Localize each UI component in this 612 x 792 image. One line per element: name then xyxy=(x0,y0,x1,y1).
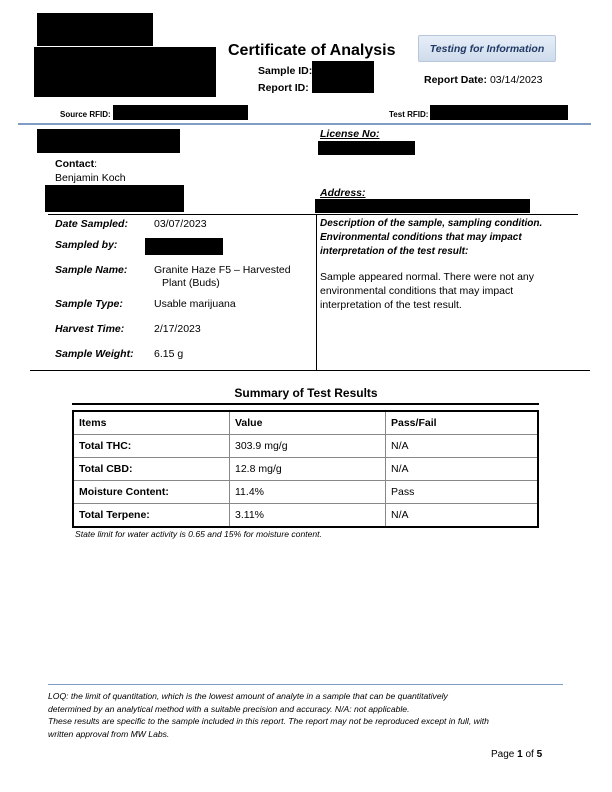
row-pass-fail: N/A xyxy=(386,458,539,481)
row-item: Total Terpene: xyxy=(73,504,230,528)
report-id-label: Report ID: xyxy=(258,82,309,94)
address-label: Address: xyxy=(320,187,366,199)
sample-name-value: Granite Haze F5 – Harvested Plant (Buds) xyxy=(154,264,291,289)
row-value: 12.8 mg/g xyxy=(230,458,386,481)
page-title: Certificate of Analysis xyxy=(228,42,396,59)
description-body: Sample appeared normal. There were not any environmental conditions that may impact interpretation of the test result. xyxy=(320,271,535,311)
column-header-pass-fail: Pass/Fail xyxy=(386,411,539,435)
test-rfid-label: Test RFID: xyxy=(389,110,429,119)
testing-badge: Testing for Information xyxy=(418,35,556,62)
redacted-test-rfid xyxy=(430,105,568,120)
sampled-by-label: Sampled by: xyxy=(55,239,118,251)
row-pass-fail: N/A xyxy=(386,504,539,528)
redacted-lab-info xyxy=(34,47,216,97)
sample-type-label: Sample Type: xyxy=(55,298,123,310)
row-item: Moisture Content: xyxy=(73,481,230,504)
source-rfid-label: Source RFID: xyxy=(60,110,111,119)
row-value: 303.9 mg/g xyxy=(230,435,386,458)
redacted-sample-id xyxy=(312,61,374,93)
footer-notes: LOQ: the limit of quantitation, which is the lowest amount of analyte in a sample that can be quantitatively determined by an analytical method with a suitable precision and accuracy. N/A: not applicable. These results are specific to the sample included in this report. The report may not be reproduced except in full, with written approval from MW Labs. xyxy=(48,691,489,739)
header-divider xyxy=(18,123,591,125)
redacted-client-address xyxy=(45,185,184,212)
summary-title-rule xyxy=(72,403,539,405)
sample-weight-label: Sample Weight: xyxy=(55,348,134,360)
table-row xyxy=(73,504,538,528)
redacted-source-rfid xyxy=(113,105,248,120)
summary-title: Summary of Test Results xyxy=(234,386,378,400)
column-header-value: Value xyxy=(230,411,386,435)
report-date: Report Date: 03/14/2023 xyxy=(424,74,543,86)
row-item: Total CBD: xyxy=(73,458,230,481)
row-value: 3.11% xyxy=(230,504,386,528)
table-row xyxy=(73,481,538,504)
row-item: Total THC: xyxy=(73,435,230,458)
contact-name: Benjamin Koch xyxy=(55,172,126,184)
sample-type-value: Usable marijuana xyxy=(154,298,236,310)
row-pass-fail: N/A xyxy=(386,435,539,458)
sample-name-label: Sample Name: xyxy=(55,264,128,276)
harvest-time-label: Harvest Time: xyxy=(55,323,125,335)
column-divider xyxy=(316,214,317,370)
column-header-items: Items xyxy=(73,411,230,435)
redacted-license xyxy=(318,141,415,155)
redacted-logo xyxy=(37,13,153,46)
footer-divider xyxy=(48,684,563,685)
table-header-row xyxy=(73,411,538,435)
row-value: 11.4% xyxy=(230,481,386,504)
license-label: License No: xyxy=(320,128,380,140)
table-row xyxy=(73,458,538,481)
date-sampled-label: Date Sampled: xyxy=(55,218,128,230)
redacted-client-name xyxy=(37,129,180,153)
results-table xyxy=(72,410,539,528)
harvest-time-value: 2/17/2023 xyxy=(154,323,201,335)
sample-weight-value: 6.15 g xyxy=(154,348,184,360)
row-pass-fail: Pass xyxy=(386,481,539,504)
client-divider xyxy=(48,214,578,215)
redacted-address xyxy=(315,199,530,213)
redacted-sampled-by xyxy=(145,238,223,255)
section-divider xyxy=(30,370,590,371)
sample-id-label: Sample ID: xyxy=(258,65,313,77)
description-heading: Description of the sample, sampling condition. Environmental conditions that may impact interpretation of the test result: xyxy=(320,218,543,257)
moisture-note: State limit for water activity is 0.65 and 15% for moisture content. xyxy=(75,529,322,539)
date-sampled-value: 03/07/2023 xyxy=(154,218,207,230)
page-number: Page 1 of 5 xyxy=(491,749,543,760)
contact-label: Contact: xyxy=(55,158,98,170)
table-row xyxy=(73,435,538,458)
